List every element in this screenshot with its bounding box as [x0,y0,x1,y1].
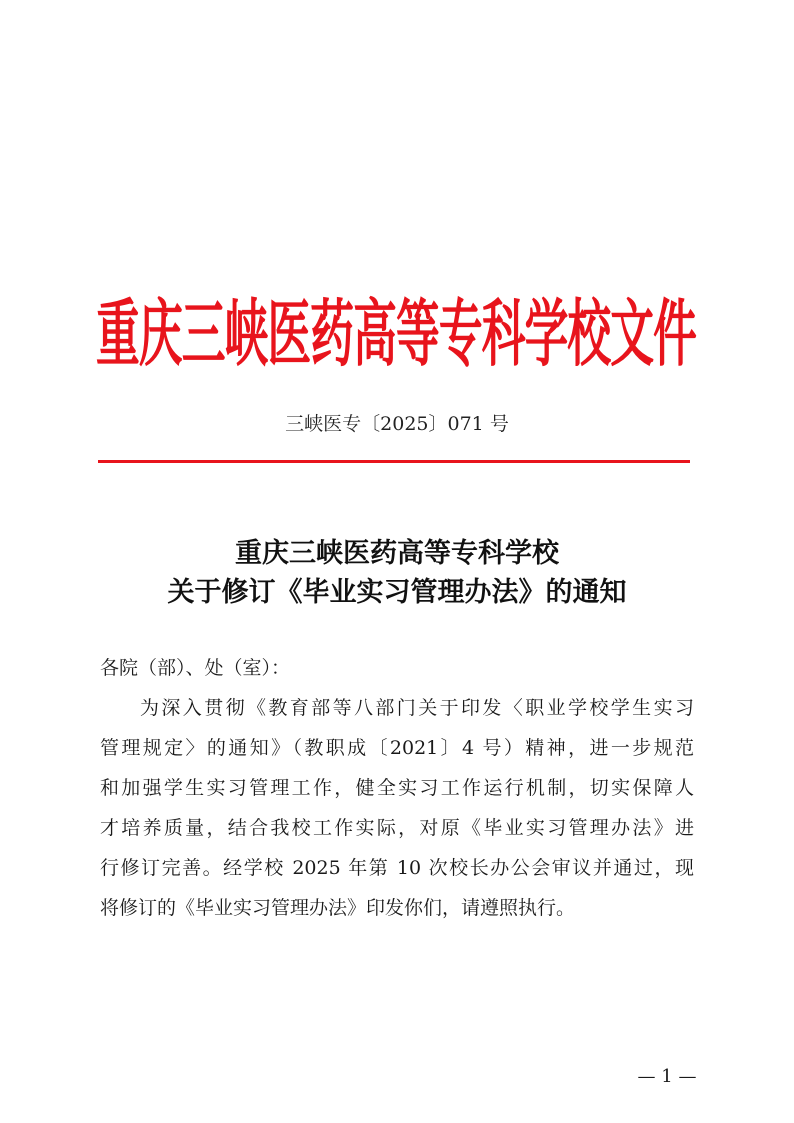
red-divider-line [98,460,690,463]
page-number: — 1 — [637,1066,697,1087]
notice-title-line-2: 关于修订《毕业实习管理办法》的通知 [167,577,627,608]
body-text-line: 将修订的《毕业实习管理办法》印发你们，请遵照执行。 [100,897,576,919]
body-text-line: 才培养质量，结合我校工作实际，对原《毕业实习管理办法》进 [100,817,694,839]
body-text-line: 行修订完善。经学校 2025 年第 10 次校长办公会审议并通过，现 [100,857,694,879]
document-header-title: 重庆三峡医药高等专科学校文件 [96,292,696,377]
salutation: 各院（部）、处（室）： [100,657,291,679]
document-number: 三峡医专〔2025〕071 号 [285,413,509,435]
notice-title-line-1: 重庆三峡医药高等专科学校 [235,538,559,569]
body-text-line: 管理规定〉的通知》（教职成〔2021〕4 号）精神，进一步规范 [100,737,694,759]
body-text-line: 为深入贯彻《教育部等八部门关于印发〈职业学校学生实习 [140,697,694,719]
body-text-line: 和加强学生实习管理工作，健全实习工作运行机制，切实保障人 [100,777,694,799]
